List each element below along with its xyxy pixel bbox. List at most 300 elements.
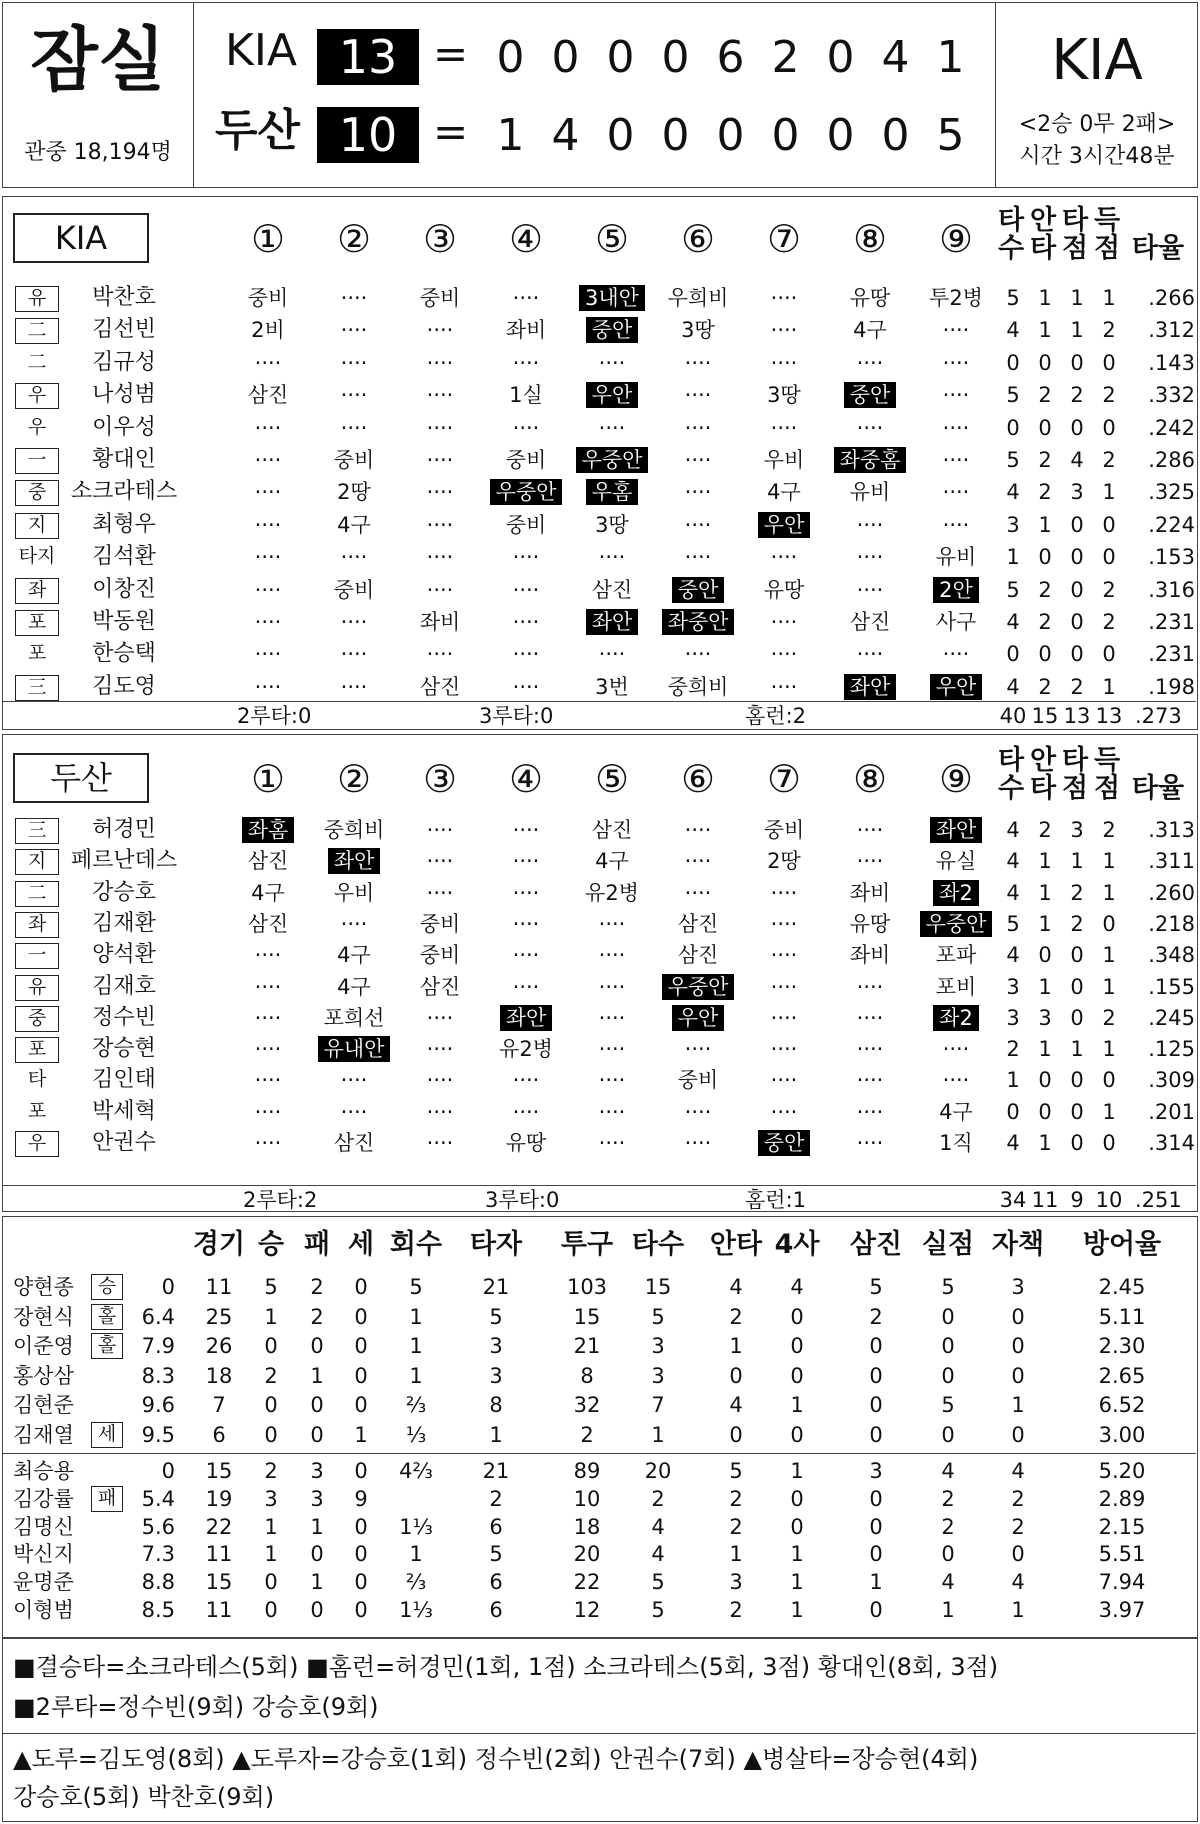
position-badge: 二 — [15, 318, 59, 344]
inning-result-cell — [913, 1034, 999, 1064]
inning-result-cell — [827, 607, 913, 637]
hit-result: 좌2 — [933, 880, 979, 906]
pitcher-name: 양현종 — [13, 1275, 74, 1299]
hit-result: 우중안 — [662, 974, 735, 1000]
batter-ab: 4 — [1006, 943, 1020, 968]
inning-result-cell — [397, 878, 483, 908]
at-bat-result: 삼진 — [419, 974, 461, 999]
batter-avg: .125 — [1148, 1037, 1195, 1062]
pitcher-stat: 1 — [264, 1542, 278, 1567]
inning-result-cell — [913, 1065, 999, 1095]
hit-result: 2안 — [933, 577, 979, 603]
batter-name: 이우성 — [92, 414, 156, 440]
at-bat-result: ···· — [942, 1068, 970, 1093]
pitcher-entry-inning: 8.5 — [141, 1598, 175, 1622]
pitching-col-header: 타자 — [469, 1229, 523, 1260]
pitcher-stat: 1 — [651, 1422, 665, 1447]
batter-name: 김석환 — [92, 544, 156, 570]
batter-name: 나성범 — [92, 382, 156, 408]
stat-col-header: 득 점 — [1093, 745, 1121, 804]
pitcher-stat: 5 — [489, 1542, 503, 1567]
inning-mark: ③ — [422, 757, 458, 801]
at-bat-result: 3땅 — [681, 318, 715, 343]
doosan-total-h: 11 — [1031, 1188, 1059, 1212]
inning-result-cell — [397, 1065, 483, 1095]
inning-result-cell — [655, 1097, 741, 1127]
pitching-col-header: 자책 — [991, 1229, 1045, 1260]
inning-result-cell — [311, 510, 397, 540]
at-bat-result: ···· — [254, 415, 282, 440]
inning-result-cell — [311, 909, 397, 939]
pitcher-stat: 2 — [941, 1514, 955, 1539]
batter-rbi: 0 — [1070, 610, 1084, 634]
batter-row — [3, 477, 1197, 507]
hit-result: 우안 — [672, 1005, 725, 1031]
at-bat-result: 유비 — [849, 480, 891, 505]
inning-result-cell — [397, 972, 483, 1002]
inning-result-cell — [741, 815, 827, 845]
pitcher-stat: 8 — [489, 1393, 503, 1417]
inning-result-cell — [913, 542, 999, 572]
inning-result-cell — [741, 1034, 827, 1064]
pitcher-stat: 12 — [573, 1598, 601, 1622]
batter-rbi: 0 — [1070, 512, 1084, 537]
inning-result-cell — [741, 639, 827, 669]
pitcher-stat: 1 — [264, 1304, 278, 1329]
kia-homeruns: 홈런:2 — [745, 704, 807, 728]
at-bat-result: ···· — [426, 818, 454, 842]
batter-h: 1 — [1038, 849, 1052, 874]
batter-name: 양석환 — [92, 942, 156, 968]
inning-result-cell — [913, 477, 999, 507]
inning-result-cell — [483, 909, 569, 939]
at-bat-result: ···· — [512, 1099, 540, 1124]
inning-result-cell — [225, 940, 311, 970]
inning-result-cell — [569, 380, 655, 410]
inning-result-cell — [655, 575, 741, 605]
hit-result: 좌중안 — [662, 609, 735, 635]
pitcher-stat: 103 — [566, 1275, 608, 1299]
pitcher-stat: 5 — [264, 1275, 278, 1299]
at-bat-result: ···· — [770, 880, 798, 905]
inning-result-cell — [397, 1097, 483, 1127]
pitcher-stat: 2.30 — [1098, 1334, 1146, 1358]
pitcher-stat: 0 — [354, 1275, 368, 1299]
kia-total-r: 13 — [1095, 704, 1123, 728]
at-bat-result: ···· — [426, 448, 454, 472]
batter-ab: 4 — [1006, 849, 1020, 874]
inning-result-cell — [311, 1034, 397, 1064]
at-bat-result: 유땅 — [505, 1131, 547, 1155]
position-badge: 타지 — [18, 545, 56, 568]
batter-ab: 4 — [1006, 818, 1020, 842]
inning-result-cell — [569, 639, 655, 669]
at-bat-result: 좌비 — [419, 610, 461, 634]
inning-result-cell — [483, 380, 569, 410]
batter-r: 2 — [1102, 383, 1116, 408]
inning-result-cell — [569, 477, 655, 507]
at-bat-result: ···· — [426, 849, 454, 874]
inning-result-cell — [741, 940, 827, 970]
at-bat-result: ···· — [684, 1131, 712, 1155]
inning-result-cell — [741, 1065, 827, 1095]
pitcher-stat: 0 — [264, 1598, 278, 1622]
pitcher-stat: 1 — [354, 1422, 368, 1447]
at-bat-result: ···· — [770, 974, 798, 999]
batter-avg: .231 — [1148, 610, 1195, 634]
inning-result-cell — [483, 1003, 569, 1033]
pitcher-stat: 1 — [310, 1570, 324, 1595]
at-bat-result: 유땅 — [849, 286, 891, 310]
doosan-total-ab: 34 — [999, 1188, 1027, 1212]
at-bat-result: ···· — [598, 415, 626, 440]
pitcher-stat: 0 — [310, 1334, 324, 1358]
inning-result-cell — [311, 607, 397, 637]
pitcher-stat: 1 — [941, 1598, 955, 1622]
inning-result-cell — [741, 510, 827, 540]
inning-result-cell — [311, 315, 397, 345]
position-badge: 三 — [15, 675, 59, 701]
at-bat-result: ···· — [856, 1068, 884, 1093]
pitcher-stat: 0 — [310, 1542, 324, 1567]
inning-result-cell — [397, 315, 483, 345]
inning-result-cell — [827, 413, 913, 443]
inning-result-cell — [397, 510, 483, 540]
hit-result: 좌중홈 — [834, 447, 907, 473]
batter-h: 3 — [1038, 1005, 1052, 1030]
pitcher-stat: 2 — [1011, 1486, 1025, 1511]
inning-result-cell — [225, 445, 311, 475]
pitcher-stat: 2 — [651, 1486, 665, 1511]
pitcher-stat: 7 — [212, 1393, 226, 1417]
batter-rbi: 1 — [1070, 318, 1084, 343]
doosan-total-r: 10 — [1095, 1188, 1123, 1212]
batter-ab: 4 — [1006, 880, 1020, 905]
at-bat-result: 삼진 — [247, 383, 289, 408]
inning-result-cell — [483, 815, 569, 845]
inning-result-cell — [827, 909, 913, 939]
pitcher-row — [3, 1303, 1197, 1331]
pitcher-stat: 2 — [264, 1459, 278, 1483]
pitcher-stat: 0 — [869, 1422, 883, 1447]
at-bat-result: ···· — [684, 480, 712, 505]
inning-result-cell — [225, 909, 311, 939]
inning-result-cell — [225, 315, 311, 345]
at-bat-result: 삼진 — [677, 943, 719, 968]
at-bat-result: ···· — [426, 383, 454, 408]
inning-result-cell — [483, 575, 569, 605]
inning-result-cell — [741, 477, 827, 507]
at-bat-result: ···· — [856, 849, 884, 874]
batter-ab: 1 — [1006, 545, 1020, 570]
pitcher-stat: 2 — [1011, 1514, 1025, 1539]
inning-result-cell — [569, 348, 655, 378]
batter-h: 0 — [1038, 1099, 1052, 1124]
at-bat-result: ···· — [598, 974, 626, 999]
pitcher-name: 최승용 — [13, 1459, 74, 1483]
at-bat-result: ···· — [770, 286, 798, 310]
pitcher-stat: 5 — [651, 1570, 665, 1595]
inning-result-cell — [569, 1003, 655, 1033]
pitcher-stat: 0 — [354, 1570, 368, 1595]
inning-result-cell — [311, 846, 397, 876]
pitcher-stat: 1 — [790, 1459, 804, 1483]
pitcher-stat: 6 — [212, 1422, 226, 1447]
at-bat-result: ···· — [254, 480, 282, 505]
inning-result-cell — [655, 477, 741, 507]
batter-avg: .325 — [1148, 480, 1195, 505]
batter-r: 2 — [1102, 448, 1116, 472]
batter-row — [3, 380, 1197, 410]
inning-result-cell — [913, 972, 999, 1002]
batter-h: 0 — [1038, 642, 1052, 667]
pitcher-stat: 3.97 — [1098, 1598, 1146, 1622]
kia-total-ab: 40 — [999, 704, 1027, 728]
pitching-col-header: 타수 — [631, 1229, 685, 1260]
at-bat-result: ···· — [770, 1037, 798, 1062]
batter-r: 1 — [1102, 849, 1116, 874]
batter-r: 1 — [1102, 1037, 1116, 1062]
at-bat-result: ···· — [340, 286, 368, 310]
pitching-col-header: 4사 — [774, 1229, 820, 1260]
batter-ab: 0 — [1006, 1099, 1020, 1124]
at-bat-result: 중희비 — [667, 674, 729, 699]
pitcher-stat: 0 — [264, 1570, 278, 1595]
pitcher-stat: 0 — [729, 1422, 743, 1447]
inning-result-cell — [827, 542, 913, 572]
at-bat-result: ···· — [942, 1037, 970, 1062]
pitcher-name: 김강률 — [13, 1486, 74, 1511]
inning-result-cell — [827, 1003, 913, 1033]
inning-result-cell — [655, 283, 741, 313]
at-bat-result: 4구 — [853, 318, 887, 343]
batter-r: 0 — [1102, 545, 1116, 570]
pitcher-stat: 0 — [1011, 1422, 1025, 1447]
at-bat-result: ···· — [598, 1099, 626, 1124]
pitcher-stat: 5 — [941, 1393, 955, 1417]
batter-ab: 5 — [1006, 577, 1020, 602]
at-bat-result: ···· — [942, 512, 970, 537]
at-bat-result: 유땅 — [763, 577, 805, 602]
batter-row — [3, 348, 1197, 378]
inning-result-cell — [655, 1003, 741, 1033]
batter-rbi: 0 — [1070, 577, 1084, 602]
at-bat-result: 2땅 — [337, 480, 371, 505]
batter-h: 2 — [1038, 480, 1052, 505]
hit-result: 우중안 — [576, 447, 649, 473]
inning-result-cell — [913, 940, 999, 970]
inning-result-cell — [569, 1034, 655, 1064]
pitcher-entry-inning: 7.9 — [141, 1334, 175, 1358]
position-badge: 중 — [15, 1006, 59, 1032]
pitcher-stat: 3 — [869, 1459, 883, 1483]
pitcher-row — [3, 1485, 1197, 1513]
at-bat-result: 포파 — [935, 943, 977, 968]
pitcher-stat: 1 — [409, 1363, 423, 1388]
pitcher-entry-inning: 5.6 — [141, 1514, 175, 1539]
at-bat-result: ···· — [512, 818, 540, 842]
inning-mark: ⑤ — [594, 217, 630, 261]
pitcher-name: 이준영 — [13, 1334, 74, 1358]
inning-result-cell — [569, 940, 655, 970]
pitcher-stat: 5 — [869, 1275, 883, 1299]
at-bat-result: ···· — [426, 512, 454, 537]
inning-result-cell — [311, 639, 397, 669]
pitcher-stat: 21 — [482, 1275, 510, 1299]
hit-result: 우홈 — [586, 479, 639, 505]
at-bat-result: ···· — [684, 448, 712, 472]
pitching-col-header: 경기 — [192, 1229, 246, 1260]
at-bat-result: 포비 — [935, 974, 977, 999]
batter-name: 박동원 — [92, 609, 156, 634]
inning-result-cell — [311, 1003, 397, 1033]
pitcher-stat: 5.20 — [1098, 1459, 1146, 1483]
pitcher-stat: 32 — [573, 1393, 601, 1417]
hit-result: 중안 — [758, 1130, 811, 1156]
at-bat-result: ···· — [426, 318, 454, 343]
hit-result: 좌안 — [930, 817, 983, 843]
pitcher-stat: 6 — [489, 1514, 503, 1539]
at-bat-result: 4구 — [251, 880, 285, 905]
inning-result-cell — [483, 445, 569, 475]
batter-h: 2 — [1038, 610, 1052, 634]
pitcher-stat: 6.52 — [1098, 1393, 1146, 1417]
batter-r: 1 — [1102, 974, 1116, 999]
inning-result-cell — [569, 315, 655, 345]
at-bat-result: ···· — [426, 577, 454, 602]
pitcher-stat: 2 — [580, 1422, 594, 1447]
batter-avg: .231 — [1148, 642, 1195, 667]
pitcher-stat: 89 — [573, 1459, 601, 1483]
at-bat-result: ···· — [770, 943, 798, 968]
inning-result-cell — [397, 348, 483, 378]
inning-result-cell — [483, 972, 569, 1002]
at-bat-result: ···· — [942, 480, 970, 505]
inning-mark: ④ — [508, 217, 544, 261]
pitcher-name: 박신지 — [13, 1542, 74, 1567]
inning-result-cell — [225, 972, 311, 1002]
pitcher-stat: 6 — [489, 1598, 503, 1622]
pitcher-stat: 4 — [729, 1275, 743, 1299]
at-bat-result: 좌비 — [849, 943, 891, 968]
at-bat-result: ···· — [512, 974, 540, 999]
pitcher-row — [3, 1421, 1197, 1449]
inning-result-cell — [655, 878, 741, 908]
at-bat-result: ···· — [340, 383, 368, 408]
pitcher-stat: 0 — [790, 1422, 804, 1447]
score-box-away: 13 — [317, 29, 419, 85]
inning-result-cell — [225, 348, 311, 378]
notes-line-decisive-hr: ■결승타=소크라테스(5회) ■홈런=허경민(1회, 1점) 소크라테스(5회, 3점) 황대인(8회, 3점) — [13, 1653, 999, 1681]
hit-result: 좌안 — [500, 1005, 553, 1031]
pitcher-stat: 4 — [1011, 1570, 1025, 1595]
position-badge: 지 — [15, 849, 59, 875]
pitcher-stat: 20 — [644, 1459, 672, 1483]
batter-name: 안권수 — [92, 1130, 156, 1155]
at-bat-result: ···· — [254, 350, 282, 375]
inning-result-cell — [225, 1128, 311, 1158]
at-bat-result: 중비 — [333, 448, 375, 472]
batter-avg: .314 — [1148, 1131, 1195, 1155]
hit-result: 좌안 — [586, 609, 639, 635]
batter-name: 김규성 — [92, 349, 156, 375]
batter-ab: 3 — [1006, 1005, 1020, 1030]
pitcher-stat: 18 — [573, 1514, 601, 1539]
at-bat-result: 삼진 — [591, 577, 633, 602]
pitcher-stat: 2 — [729, 1486, 743, 1511]
position-badge: 三 — [15, 818, 59, 844]
batter-row — [3, 1097, 1197, 1127]
pitcher-name: 장현식 — [13, 1304, 74, 1329]
inning-result-cell — [225, 607, 311, 637]
pitcher-stat: 4 — [790, 1275, 804, 1299]
inning-result-cell — [483, 510, 569, 540]
pitcher-stat: 0 — [310, 1422, 324, 1447]
inning-result-cell — [741, 878, 827, 908]
doosan-header-row — [225, 757, 999, 801]
at-bat-result: ···· — [254, 974, 282, 999]
at-bat-result: ···· — [512, 545, 540, 570]
at-bat-result: 삼진 — [591, 818, 633, 842]
at-bat-result: 중비 — [419, 943, 461, 968]
linescore-home-inning: 0 — [881, 110, 910, 161]
inning-result-cell — [397, 815, 483, 845]
pitching-col-header: 투구 — [560, 1229, 614, 1260]
batter-ab: 3 — [1006, 974, 1020, 999]
inning-result-cell — [225, 380, 311, 410]
pitcher-stat: 0 — [869, 1334, 883, 1358]
inning-result-cell — [483, 1128, 569, 1158]
batter-name: 소크라테스 — [70, 479, 178, 505]
at-bat-result: 삼진 — [849, 610, 891, 634]
at-bat-result: 4구 — [767, 480, 801, 505]
inning-result-cell — [311, 445, 397, 475]
pitcher-stat: 20 — [573, 1542, 601, 1567]
inning-result-cell — [311, 1128, 397, 1158]
at-bat-result: ···· — [512, 642, 540, 667]
inning-result-cell — [569, 510, 655, 540]
at-bat-result: ···· — [770, 415, 798, 440]
doosan-batting-table — [2, 734, 1198, 1212]
inning-result-cell — [483, 940, 569, 970]
pitcher-stat: 0 — [354, 1334, 368, 1358]
pitcher-stat: 1 — [1011, 1598, 1025, 1622]
pitcher-stat: 1 — [310, 1514, 324, 1539]
inning-result-cell — [913, 445, 999, 475]
pitcher-stat: 11 — [205, 1598, 233, 1622]
score-eq-home: = — [433, 107, 469, 156]
at-bat-result: ···· — [512, 849, 540, 874]
pitcher-stat: 9 — [354, 1486, 368, 1511]
at-bat-result: 1실 — [509, 383, 543, 408]
batter-name: 장승현 — [92, 1036, 156, 1062]
inning-result-cell — [913, 413, 999, 443]
hit-result: 우안 — [930, 674, 983, 700]
inning-result-cell — [655, 542, 741, 572]
at-bat-result: ···· — [254, 512, 282, 537]
inning-result-cell — [483, 639, 569, 669]
inning-result-cell — [655, 510, 741, 540]
inning-result-cell — [397, 575, 483, 605]
inning-result-cell — [397, 445, 483, 475]
linescore-home-inning: 0 — [606, 110, 635, 161]
attendance: 관중 18,194명 — [24, 140, 172, 165]
inning-result-cell — [569, 846, 655, 876]
pitcher-row — [3, 1596, 1197, 1624]
inning-result-cell — [225, 878, 311, 908]
inning-result-cell — [913, 348, 999, 378]
pitcher-stat: 0 — [790, 1304, 804, 1329]
